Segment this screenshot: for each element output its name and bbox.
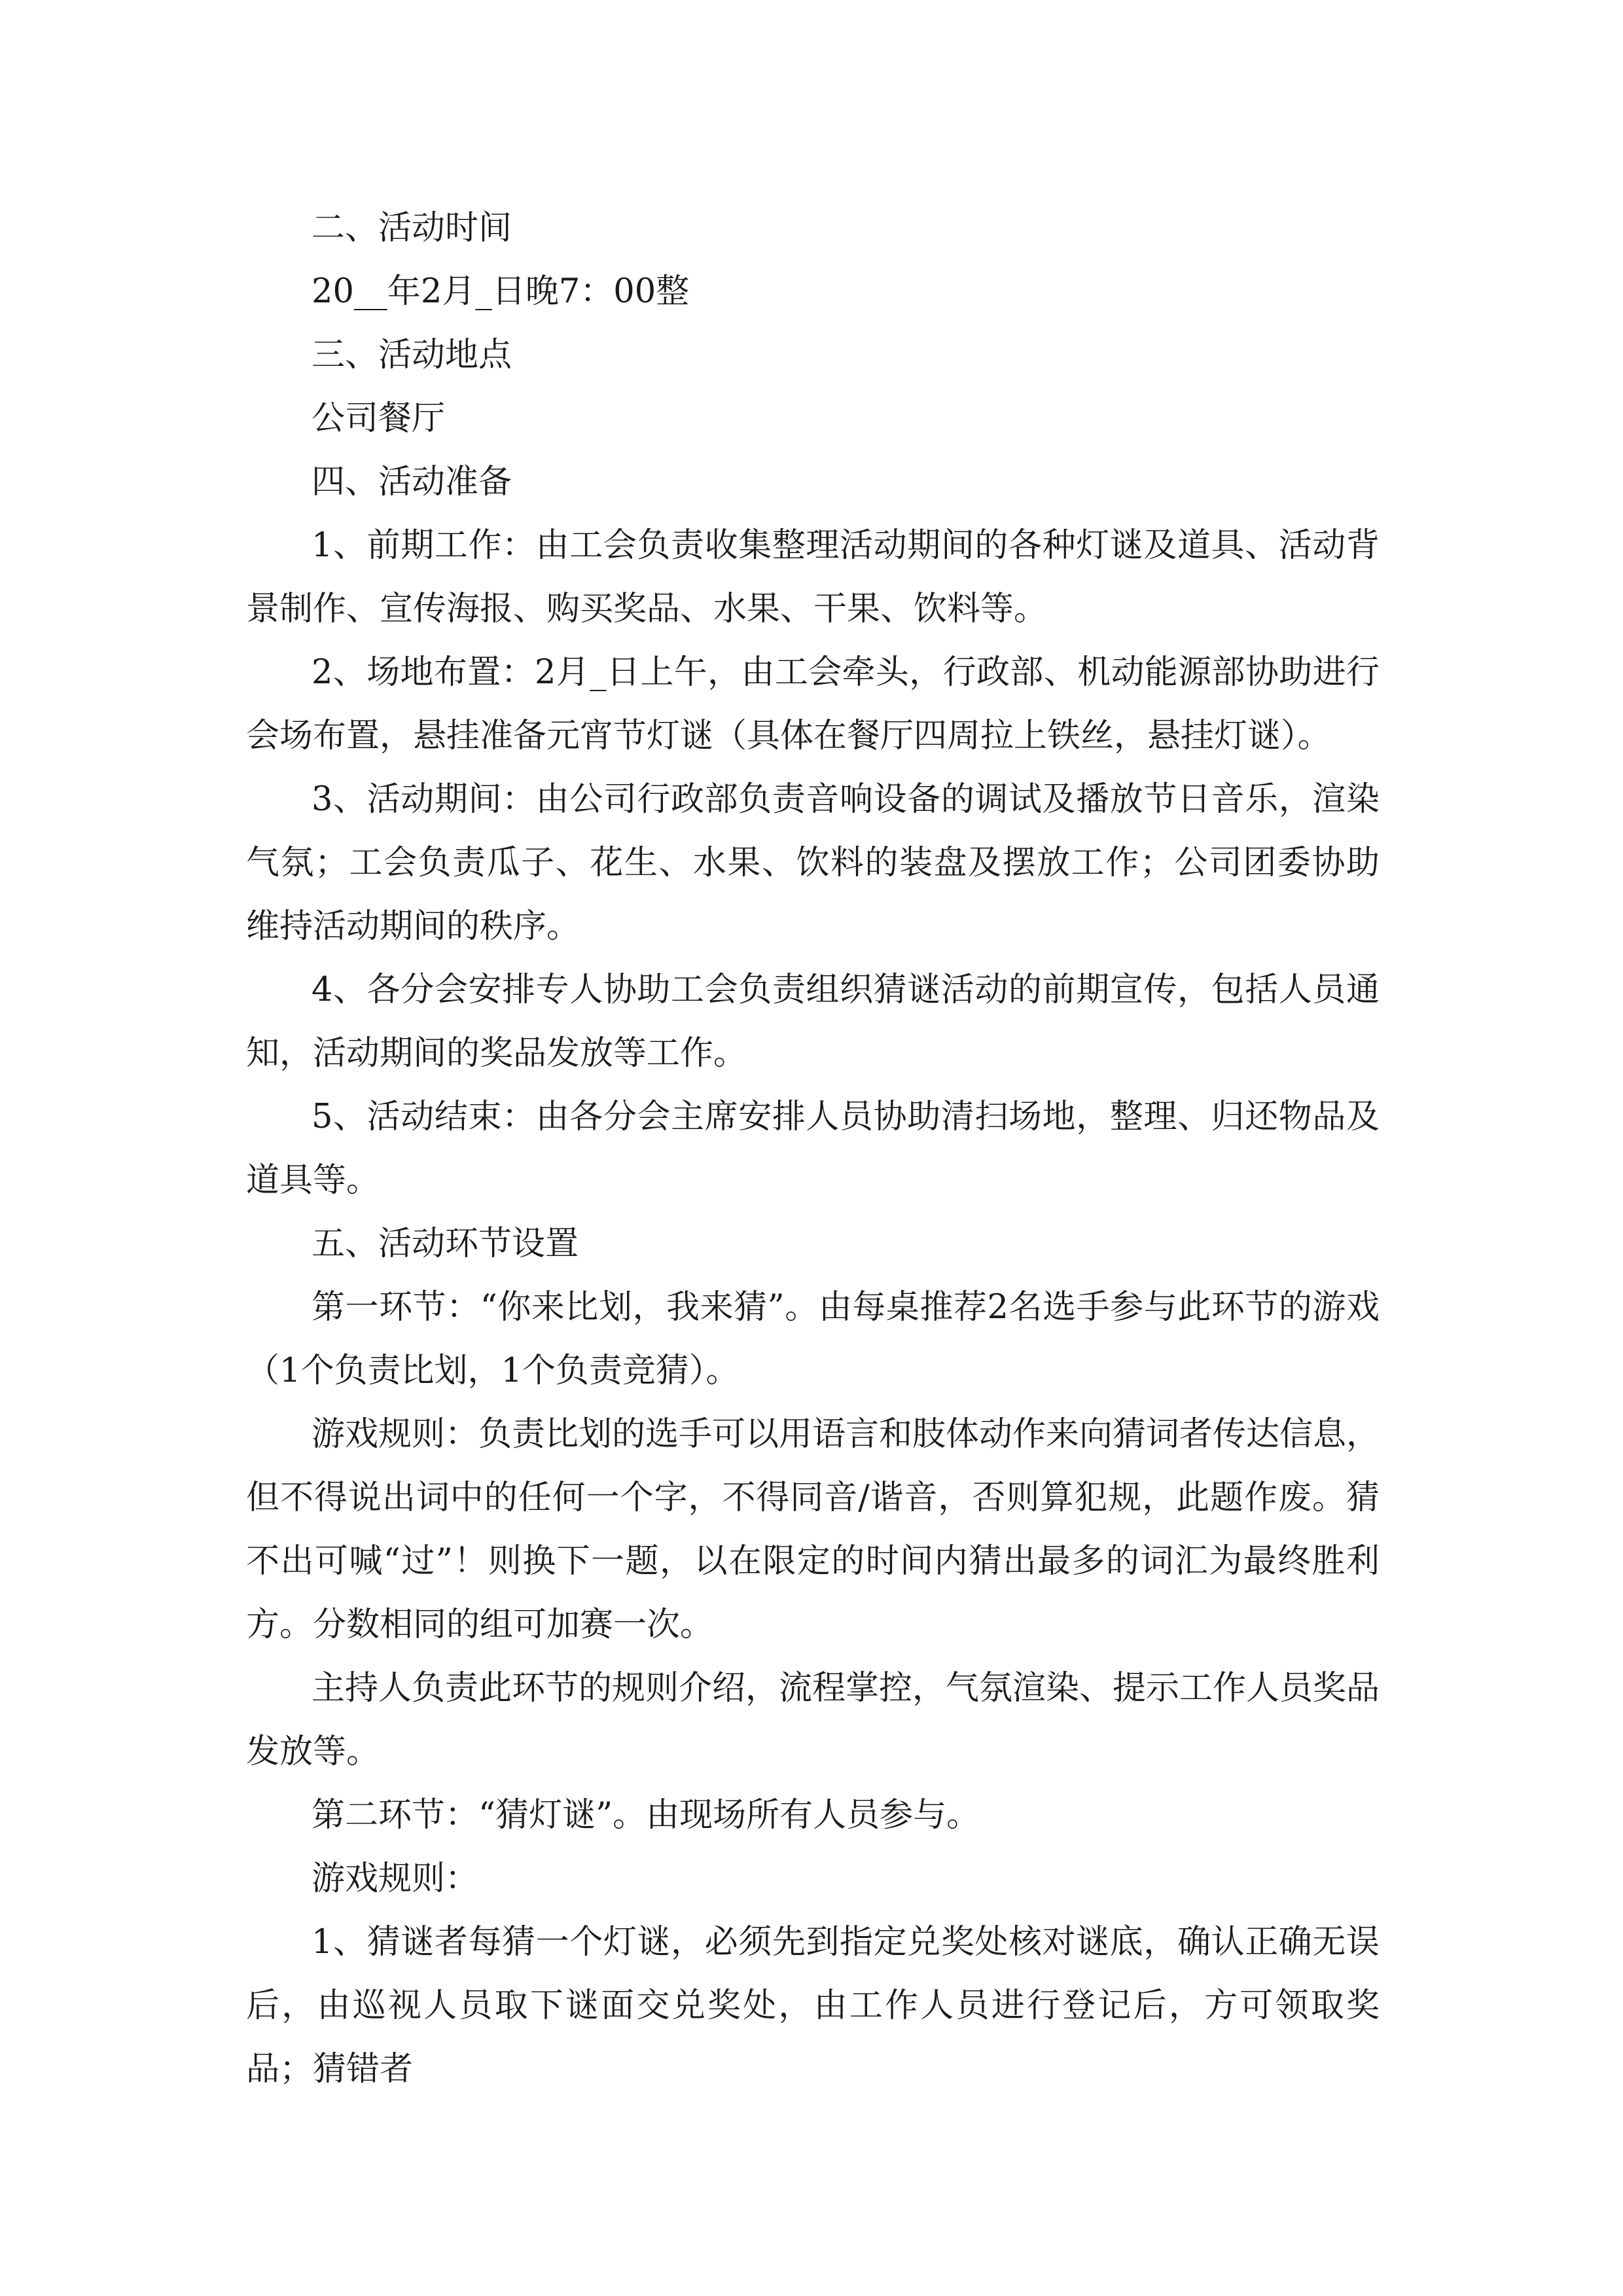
segment-2-intro: 第二环节：“猜灯谜”。由现场所有人员参与。 xyxy=(312,1796,980,1835)
section-heading-time: 二、活动时间 xyxy=(312,209,512,247)
preparation-item-3: 3、活动期间：由公司行政部负责音响设备的调试及播放节日音乐，渲染气氛；工会负责瓜子、花生、水果、饮料的装盘及摆放工作；公司团委协助维持活动期间的秩序。 xyxy=(246,780,1380,946)
preparation-item-1: 1、前期工作：由工会负责收集整理活动期间的各种灯谜及道具、活动背景制作、宣传海报、购买奖品、水果、干果、饮料等。 xyxy=(246,526,1380,628)
section-heading-segments: 五、活动环节设置 xyxy=(312,1225,579,1263)
preparation-item-2: 2、场地布置：2月_日上午，由工会牵头，行政部、机动能源部协助进行会场布置，悬挂准备元宵节灯谜（具体在餐厅四周拉上铁丝，悬挂灯谜）。 xyxy=(246,653,1380,755)
section-heading-location: 三、活动地点 xyxy=(312,336,512,374)
segment-2-rules-heading: 游戏规则： xyxy=(312,1859,479,1898)
preparation-item-4: 4、各分会安排专人协助工会负责组织猜谜活动的前期宣传，包括人员通知，活动期间的奖品发放等工作。 xyxy=(246,971,1380,1073)
segment-1-rules: 游戏规则：负责比划的选手可以用语言和肢体动作来向猜词者传达信息，但不得说出词中的任何一个字，不得同音/谐音，否则算犯规，此题作废。猜不出可喊“过”！则换下一题，以在限定的时间内猜出最多的词汇为最终胜利方。分数相同的组可加赛一次。 xyxy=(246,1415,1380,1644)
segment-2-rule-1: 1、猜谜者每猜一个灯谜，必须先到指定兑奖处核对谜底，确认正确无误后，由巡视人员取下谜面交兑奖处，由工作人员进行登记后，方可领取奖品；猜错者 xyxy=(246,1923,1380,2089)
event-time-text: 20__年2月_日晚7：00整 xyxy=(312,272,690,311)
segment-1-intro: 第一环节：“你来比划，我来猜”。由每桌推荐2名选手参与此环节的游戏（1个负责比划，1个负责竞猜）。 xyxy=(246,1288,1380,1390)
preparation-item-5: 5、活动结束：由各分会主席安排人员协助清扫场地，整理、归还物品及道具等。 xyxy=(246,1098,1380,1200)
segment-1-host-duties: 主持人负责此环节的规则介绍，流程掌控，气氛渲染、提示工作人员奖品发放等。 xyxy=(246,1669,1380,1771)
event-location-text: 公司餐厅 xyxy=(312,399,446,438)
section-heading-preparation: 四、活动准备 xyxy=(312,463,512,501)
document-body xyxy=(246,196,1380,2101)
